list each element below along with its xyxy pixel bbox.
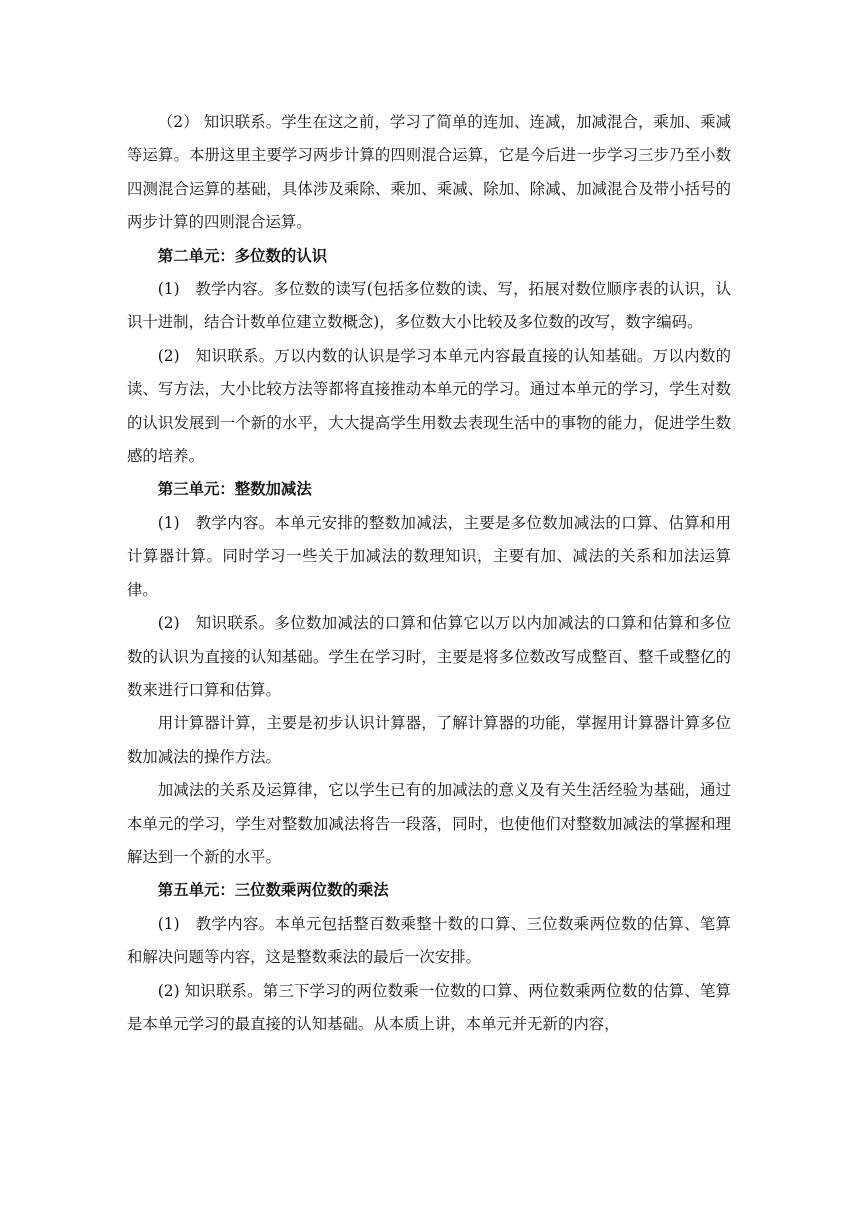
heading-unit-3: 第三单元：整数加减法 bbox=[157, 480, 312, 499]
paragraph-unit-3-knowledge-link: (2) 知识联系。多位数加减法的口算和估算它以万以内加减法的口算和估算和多位数的认识为直接的认知基础。学生在学习时，主要是将多位数改写成整百、整千或整亿的数来进行口算和估算。 bbox=[127, 614, 731, 699]
paragraph-unit-3-operation-laws: 加减法的关系及运算律，它以学生已有的加减法的意义及有关生活经验为基础，通过本单元的学习，学生对整数加减法将告一段落，同时，也使他们对整数加减法的掌握和理解达到一个新的水平。 bbox=[127, 781, 731, 866]
paragraph-unit-5-content: (1) 教学内容。本单元包括整百数乘整十数的口算、三位数乘两位数的估算、笔算和解决问题等内容，这是整数乘法的最后一次安排。 bbox=[127, 914, 731, 967]
paragraph-unit-3-content: (1) 教学内容。本单元安排的整数加减法，主要是多位数加减法的口算、估算和用计算器计算。同时学习一些关于加减法的数理知识，主要有加、减法的关系和加法运算律。 bbox=[127, 513, 731, 599]
paragraph-unit-2-content: (1) 教学内容。多位数的读写(包括多位数的读、写，拓展对数位顺序表的认识，认识十进制，结合计数单位建立数概念)，多位数大小比较及多位数的改写，数字编码。 bbox=[127, 280, 731, 332]
heading-unit-2: 第二单元：多位数的认识 bbox=[157, 246, 328, 265]
paragraph-unit-5-knowledge-link: (2) 知识联系。第三下学习的两位数乘一位数的口算、两位数乘两位数的估算、笔算是本单元学习的最直接的认知基础。从本质上讲，本单元并无新的内容， bbox=[127, 981, 731, 1033]
heading-unit-5: 第五单元：三位数乘两位数的乘法 bbox=[157, 881, 389, 900]
paragraph-unit-3-calculator: 用计算器计算，主要是初步认识计算器，了解计算器的功能，掌握用计算器计算多位数加减法的操作方法。 bbox=[127, 714, 731, 766]
paragraph-unit-2-knowledge-link: (2) 知识联系。万以内数的认识是学习本单元内容最直接的认知基础。万以内数的读、写方法，大小比较方法等都将直接推动本单元的学习。通过本单元的学习，学生对数的认识发展到一个新的水平，大大提高学生用数去表现生活中的事物的能力，促进学生数感的培养。 bbox=[127, 346, 731, 466]
paragraph-knowledge-link-mixed-ops: （2） 知识联系。学生在这之前，学习了简单的连加、连减，加减混合，乘加、乘减等运算。本册这里主要学习两步计算的四则混合运算，它是今后进一步学习三步乃至小数四测混合运算的基础，具体涉及乘除、乘加、乘减、除加、除减、加减混合及带小括号的两步计算的四则混合运算。 bbox=[127, 113, 731, 232]
document-body bbox=[127, 106, 731, 1041]
